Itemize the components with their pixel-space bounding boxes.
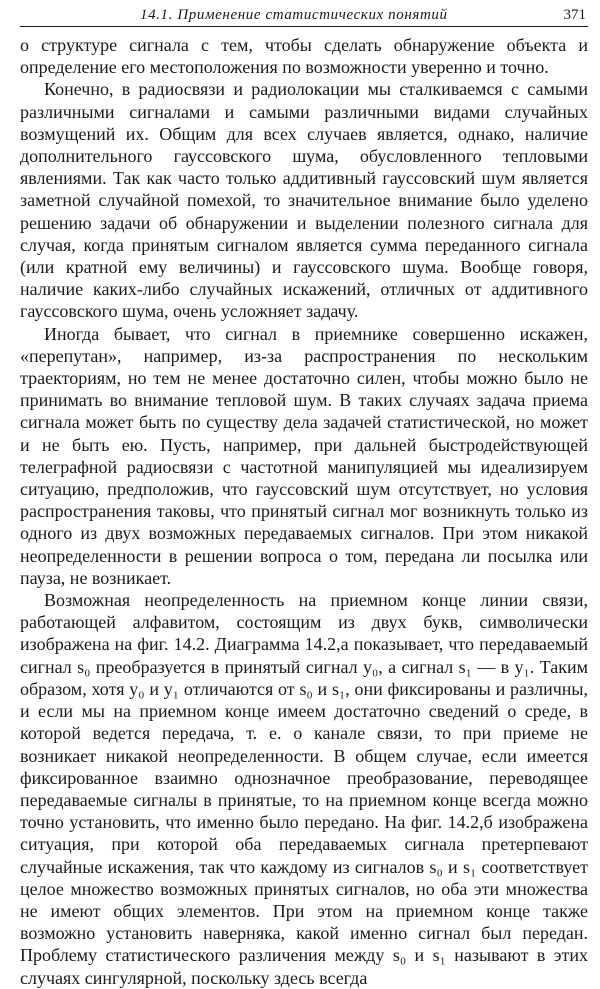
running-head: 14.1. Применение статистических понятий: [140, 7, 448, 23]
page-header: [20, 4, 588, 27]
page-number: 371: [563, 7, 586, 23]
page-body: [20, 34, 588, 989]
paragraph: Конечно, в радиосвязи и радиолокации мы сталкиваемся с самыми различными сигналами и самыми различными видами случайных возмущений их. Общим для всех случаев является, однако, наличие дополнительного гауссовского шума, обусловленного тепловыми явлениями. Так как часто только аддитивный гауссовский шум является заметной случайной помехой, то значительное внимание было уделено решению задачи об обнаружении и выделении полезного сигнала для случая, когда принятым сигналом является сумма переданного сигнала (или кратной ему величины) и гауссовского шума. Вообще говоря, наличие каких-либо случайных искажений, отличных от аддитивного гауссовского шума, очень усложняет задачу.: [20, 79, 588, 322]
paragraph-continuation: о структуре сигнала с тем, чтобы сделать обнаружение объекта и определение его местоположения по возможности уверенно и точно.: [20, 35, 588, 78]
paragraph: Иногда бывает, что сигнал в приемнике совершенно искажен, «перепутан», например, из-за распространения по нескольким траекториям, но тем не менее достаточно силен, чтобы можно было не принимать во внимание тепловой шум. В таких случаях задача приема сигнала может быть по существу дела задачей статистической, но может и не быть ею. Пусть, например, при дальней быстродействующей телеграфной радиосвязи с частотной манипуляцией мы идеализируем ситуацию, предположив, что гауссовский шум отсутствует, но условия распространения таковы, что принятый сигнал мог возникнуть только из одного из двух возможных передаваемых сигналов. При этом никакой неопределенности в решении вопроса о том, передана ли посылка или пауза, не возникает.: [20, 323, 588, 588]
paragraph: Возможная неопределенность на приемном конце линии связи, работающей алфавитом, состоящим из двух букв, символически изображена на фиг. 14.2. Диаграмма 14.2,а показывает, что передаваемый сигнал s₀ преобразуется в принятый сигнал y₀, а сигнал s₁ — в y₁. Таким образом, хотя y₀ и y₁ отличаются от s₀ и s₁, они фиксированы и различны, и если мы на приемном конце имеем достаточно сведений о среде, в которой ведется передача, т. е. о канале связи, то при приеме не возникает никакой неопределенности. В общем случае, если имеется фиксированное взаимно однозначное преобразование, переводящее передаваемые сигналы в принятые, то на приемном конце всегда можно точно установить, что именно было передано. На фиг. 14.2,б изображена ситуация, при которой оба передаваемых сигнала претерпевают случайные искажения, так что каждому из сигналов s₀ и s₁ соответствует целое множество возможных принятых сигналов, но оба эти множества не имеют общих элементов. При этом на приемном конце также возможно установить наверняка, какой именно сигнал был передан. Проблему статистического различения между s₀ и s₁ называют в этих случаях сингулярной, поскольку здесь всегда: [20, 590, 588, 988]
